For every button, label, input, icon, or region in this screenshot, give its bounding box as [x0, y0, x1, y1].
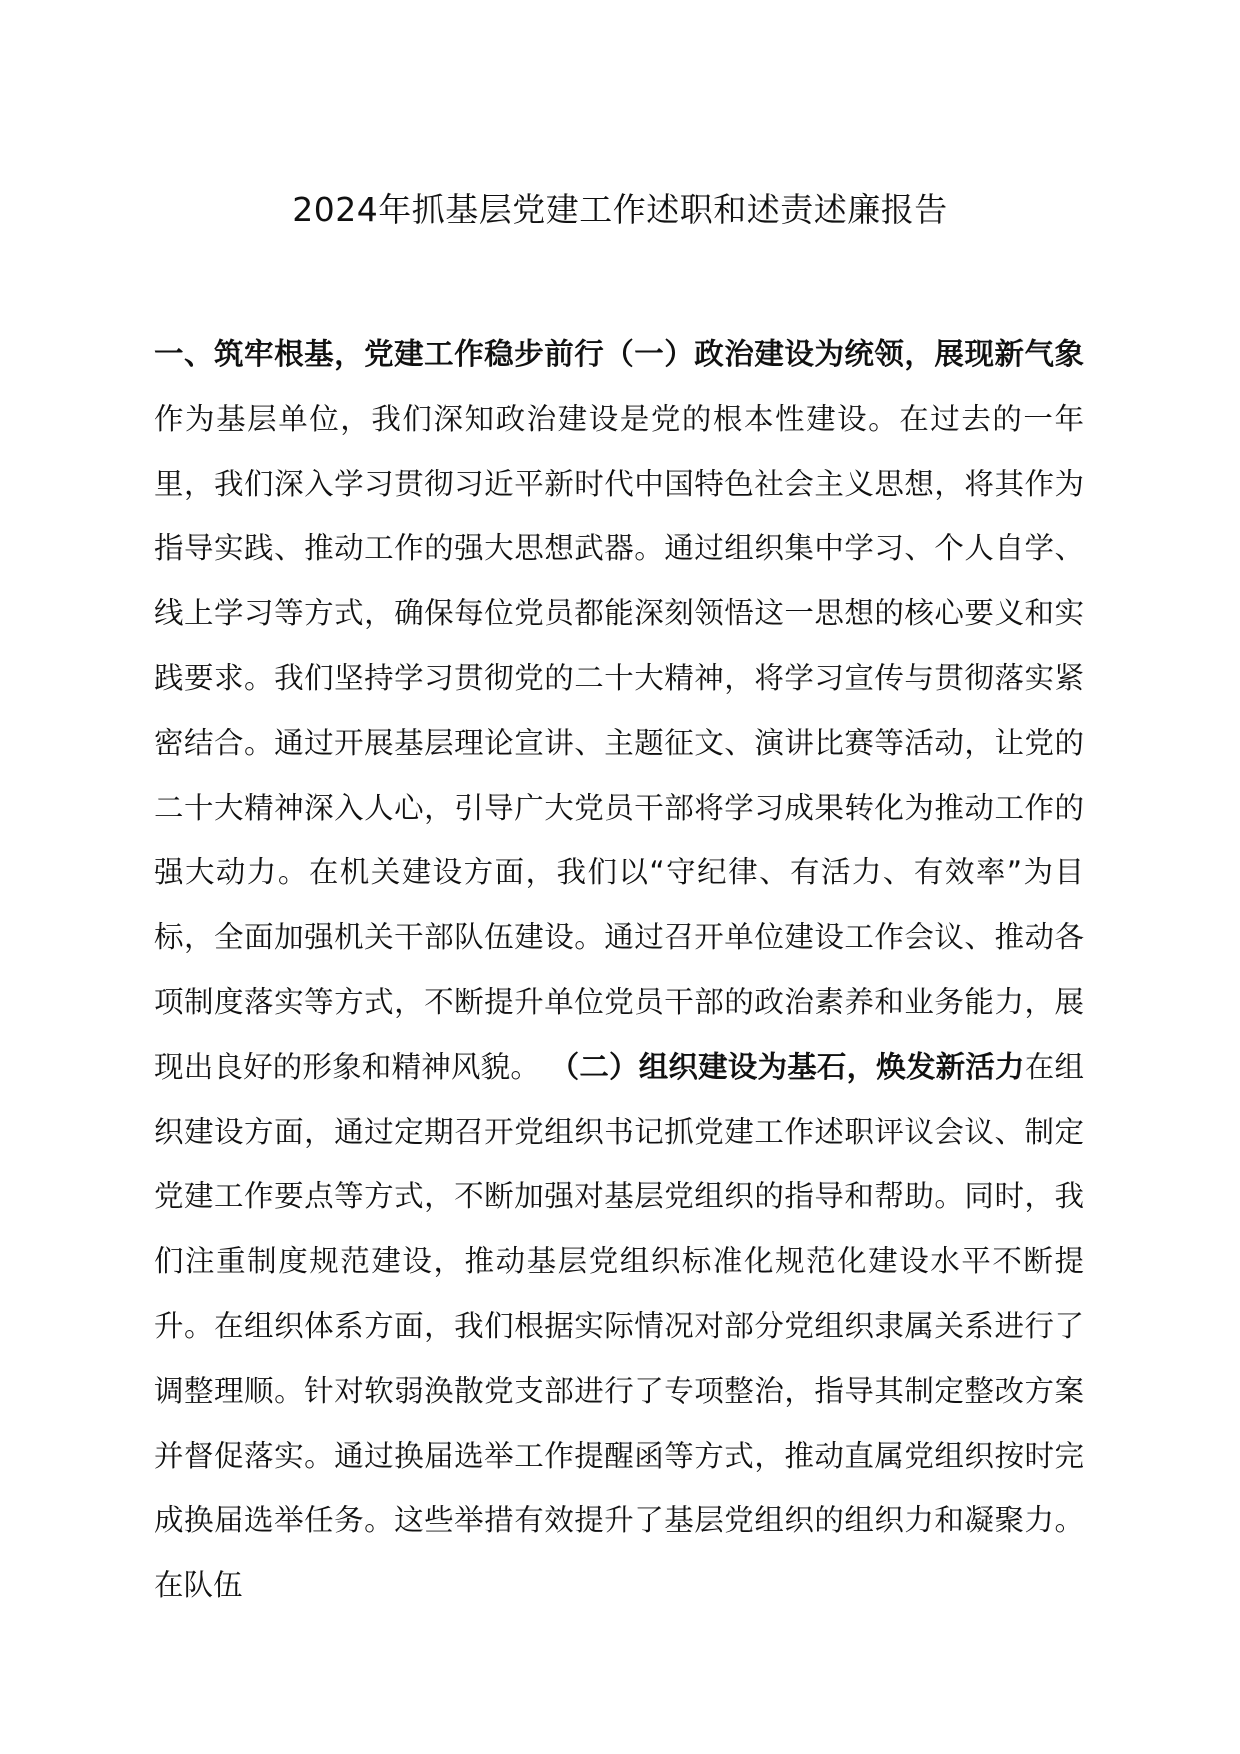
subsection-two-text: 在组织建设方面，通过定期召开党组织书记抓党建工作述职评议会议、制定党建工作要点等方式，不断加强对基层党组织的指导和帮助。同时，我们注重制度规范建设，推动基层党组织标准化规范化建设水平不断提升。在组织体系方面，我们根据实际情况对部分党组织隶属关系进行了调整理顺。针对软弱涣散党支部进行了专项整治，指导其制定整改方案并督促落实。通过换届选举工作提醒函等方式，推动直属党组织按时完成换届选举任务。这些举措有效提升了基层党组织的组织力和凝聚力。在队伍 [154, 1049, 1084, 1603]
subsection-two-heading: （二）组织建设为基石，焕发新活力 [549, 1049, 1025, 1084]
section-one-heading: 一、筑牢根基，党建工作稳步前行 [154, 337, 605, 371]
subsection-one-heading: （一）政治建设为统领，展现新气象 [604, 337, 1084, 371]
subsection-one-text: 作为基层单位，我们深知政治建设是党的根本性建设。在过去的一年里，我们深入学习贯彻习近平新时代中国特色社会主义思想，将其作为指导实践、推动工作的强大思想武器。通过组织集中学习、个人自学、线上学习等方式，确保每位党员都能深刻领悟这一思想的核心要义和实践要求。我们坚持学习贯彻党的二十大精神，将学习宣传与贯彻落实紧密结合。通过开展基层理论宣讲、主题征文、演讲比赛等活动，让党的二十大精神深入人心，引导广大党员干部将学习成果转化为推动工作的强大动力。在机关建设方面，我们以“守纪律、有活力、有效率”为目标，全面加强机关干部队伍建设。通过召开单位建设工作会议、推动各项制度落实等方式，不断提升单位党员干部的政治素养和业务能力，展现出良好的形象和精神风貌。 [154, 401, 1084, 1084]
document-title: 2024年抓基层党建工作述职和述责述廉报告 [292, 190, 948, 229]
body-paragraph [154, 322, 1084, 1618]
